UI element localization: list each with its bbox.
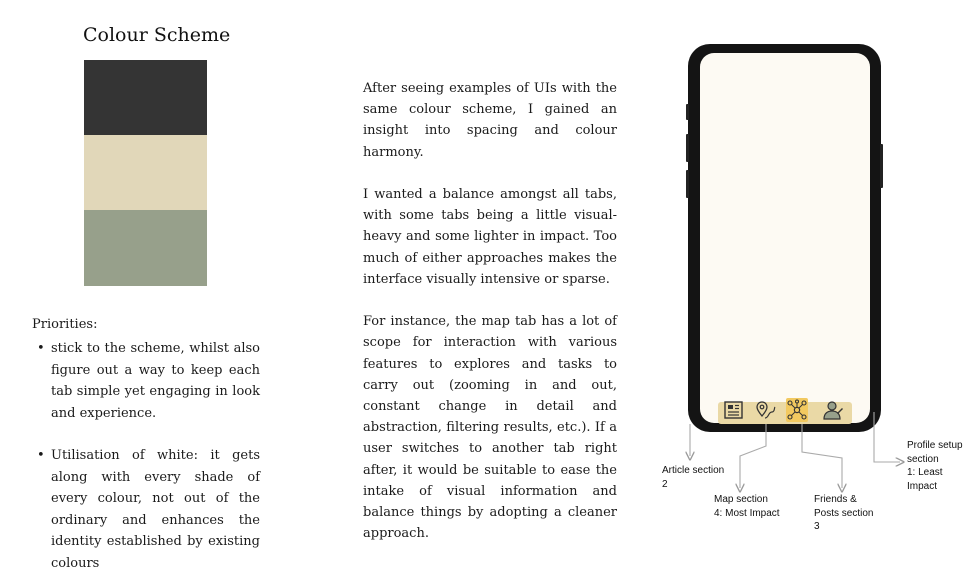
paragraph: After seeing examples of UIs with the same colour scheme, I gained an insight into spacing and colour harmony. (363, 81, 617, 160)
priorities-list (32, 338, 260, 574)
article-icon (723, 399, 745, 421)
annotation-line: 2 (662, 478, 668, 490)
phone-side-button (880, 144, 883, 188)
annotation-line: 1: Least (907, 467, 943, 478)
priorities-heading: Priorities: (32, 317, 98, 332)
annotation-article (662, 464, 724, 491)
nav-tab-friends[interactable] (786, 398, 808, 422)
phone-side-button (686, 104, 689, 120)
phone-side-button (686, 170, 689, 198)
annotation-profile (907, 439, 963, 493)
nav-tab-profile[interactable] (822, 398, 844, 422)
description-text (363, 78, 617, 566)
annotation-line: Posts section (814, 507, 874, 519)
arrow-map (740, 424, 766, 488)
colour-swatch-charcoal (84, 60, 207, 135)
nav-tab-article[interactable] (723, 398, 745, 422)
page-title: Colour Scheme (83, 24, 231, 46)
phone-side-button (686, 134, 689, 162)
annotation-line: 3 (814, 521, 820, 532)
annotation-map (714, 493, 780, 520)
annotation-friends (814, 493, 873, 534)
colour-swatch-beige (84, 135, 207, 210)
annotation-line: 4: Most Impact (714, 507, 780, 519)
priority-item: • Utilisation of white: it gets along with every shade of every colour, not out of the ordinary and enhances the identity established by existing colours (32, 445, 260, 574)
paragraph: For instance, the map tab has a lot of scope for interaction with various features to explores and tasks to carry out (zooming in and out, constant change in detail and abstraction, filtering results, etc.). If a user switches to another tab right after, it would be suitable to ease the intake of visual information and balance things by adopting a cleaner approach. (363, 314, 617, 542)
annotation-line: Friends & (814, 494, 857, 505)
annotation-line: Profile setup (907, 440, 963, 451)
arrow-friends (802, 424, 842, 488)
nav-tab-map[interactable] (755, 398, 777, 422)
profile-icon (822, 399, 844, 421)
paragraph: I wanted a balance amongst all tabs, with some tabs being a little visual-heavy and some lighter in impact. Too much of either approaches makes the interface visually intensive or sparse. (363, 187, 617, 287)
annotation-line: Impact (907, 480, 938, 492)
annotation-line: section (907, 453, 939, 465)
colour-swatch-sage (84, 210, 207, 286)
annotation-line: Map section (714, 494, 768, 505)
friends-network-icon (786, 399, 808, 421)
map-pin-icon (755, 399, 777, 421)
priority-item: • stick to the scheme, whilst also figure out a way to keep each tab simple yet engaging in look and experience. (32, 338, 260, 424)
phone-screen (700, 53, 870, 423)
annotation-line: Article section (662, 465, 725, 476)
